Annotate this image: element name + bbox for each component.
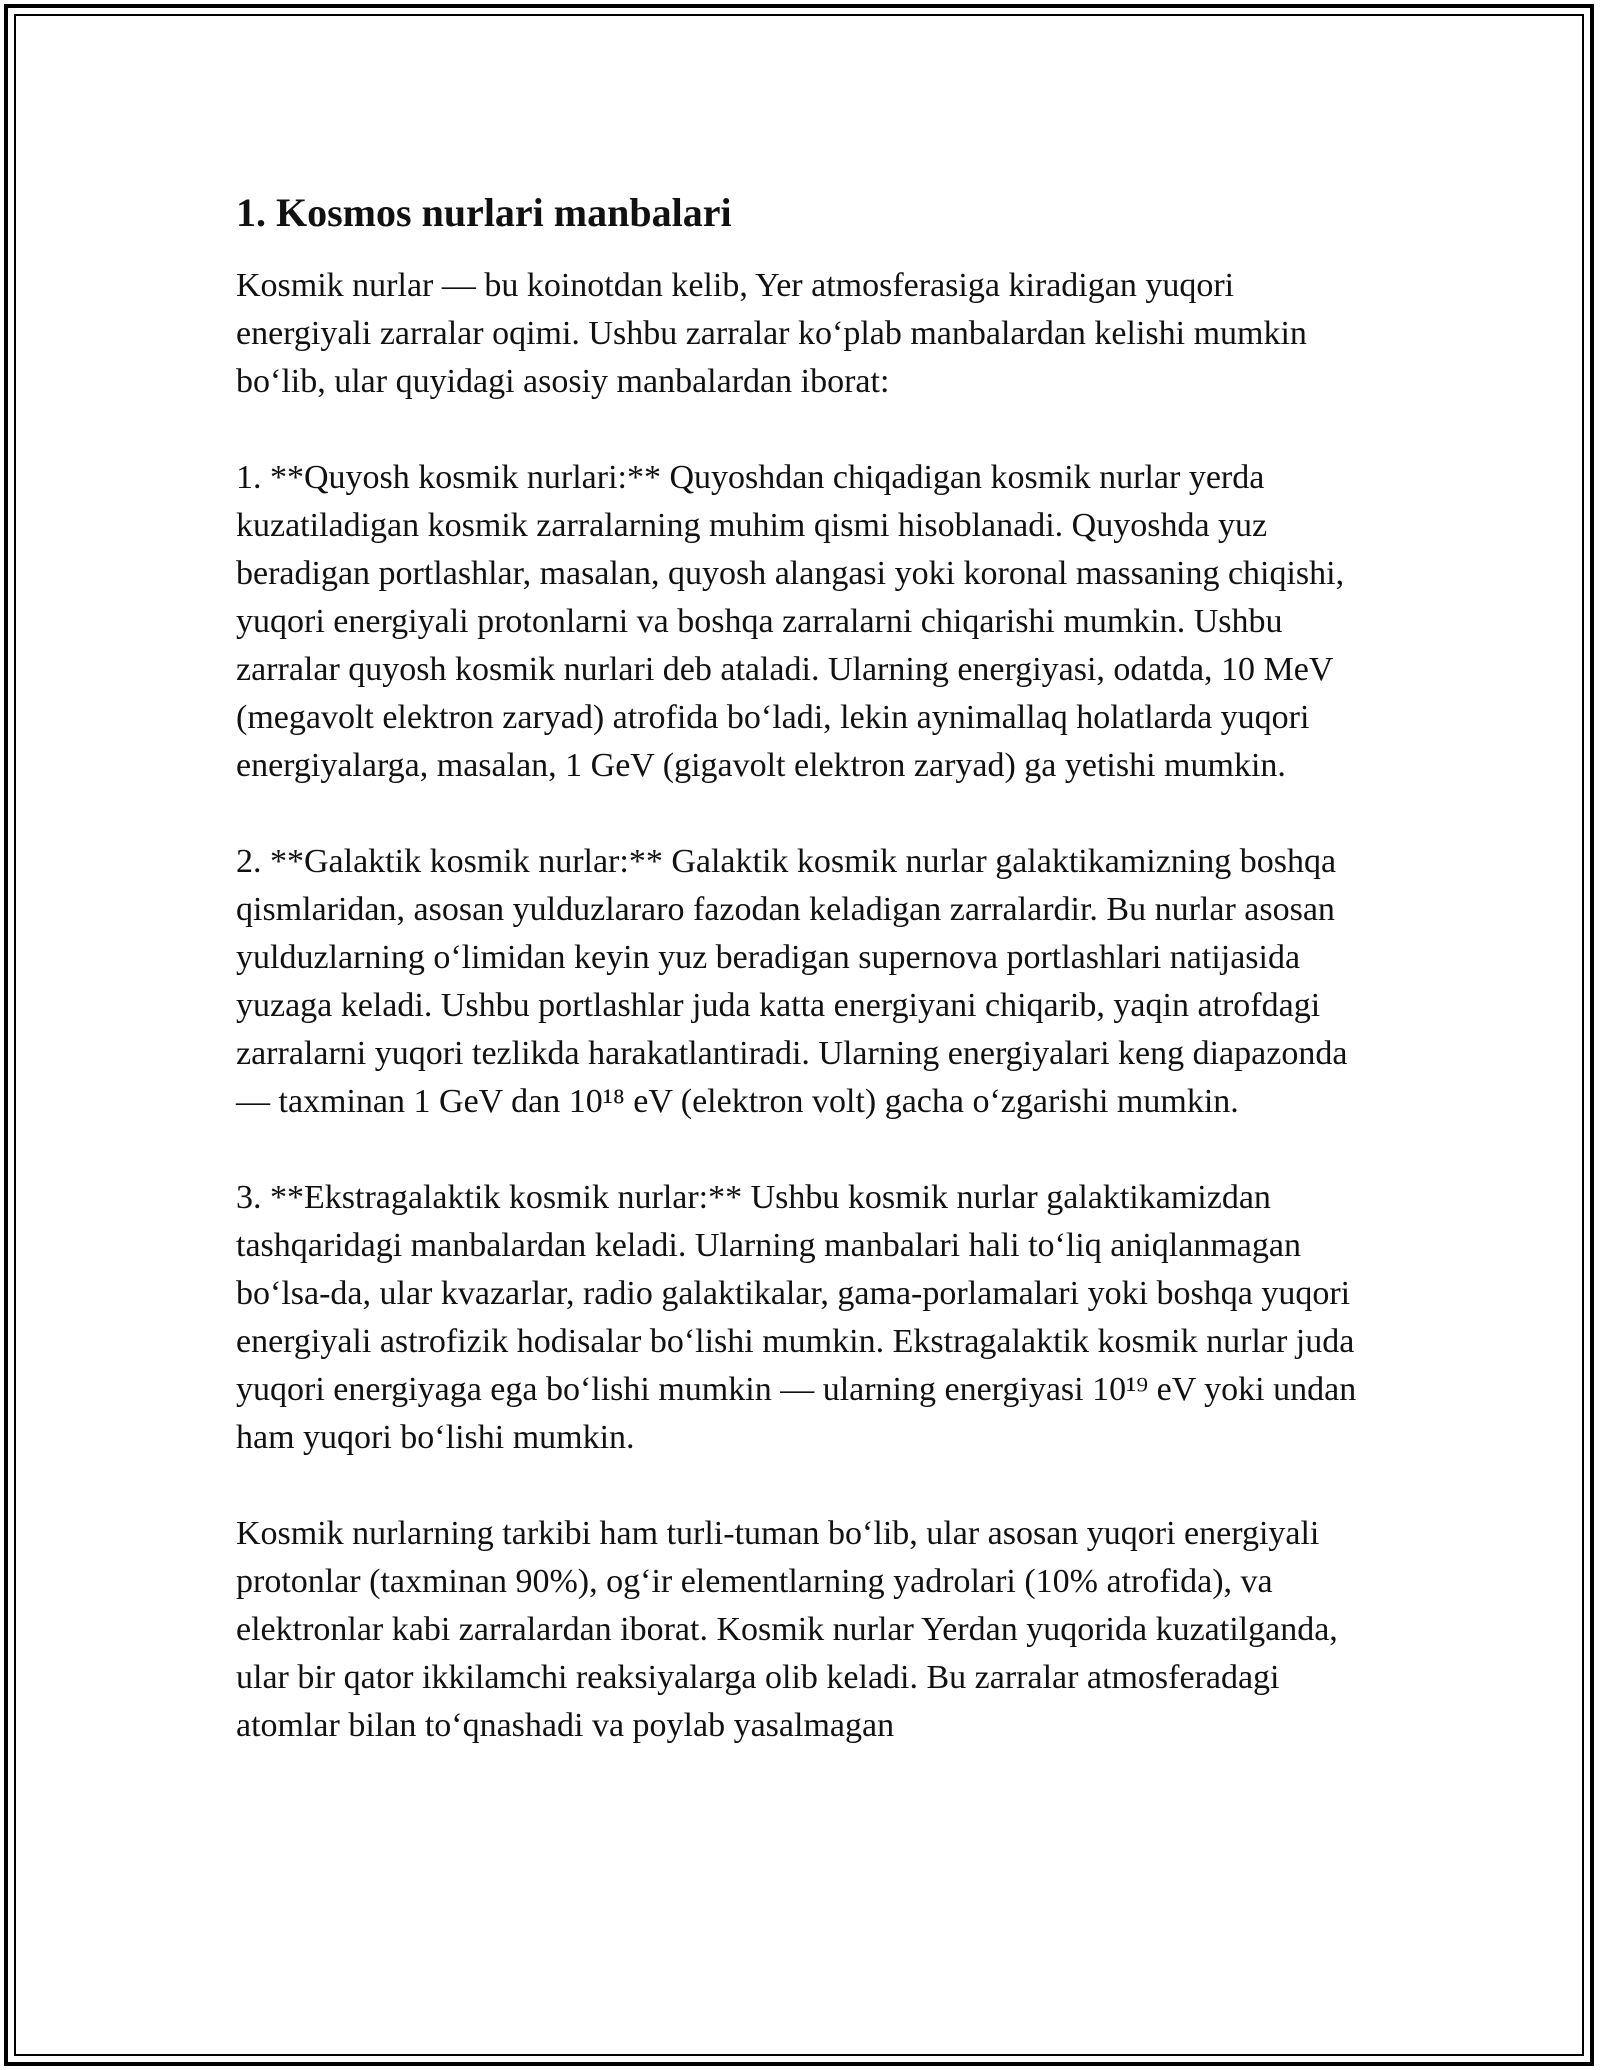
extragalactic-cosmic-rays-paragraph: 3. **Ekstragalaktik kosmik nurlar:** Ushbu kosmik nurlar galaktikamizdan tashqaridagi manbalardan keladi. Ularning manbalari hali to‘liq aniqlanmagan bo‘lsa-da, ular kvazarlar, radio galaktikalar, gama-porlamalari yoki boshqa yuqori energiyali astrofizik hodisalar bo‘lishi mumkin. Ekstragalaktik kosmik nurlar juda yuqori energiyaga ega bo‘lishi mumkin — ularning energiyasi 10¹⁹ eV yoki undan ham yuqori bo‘lishi mumkin. (236, 1179, 1357, 1456)
section-heading: 1. Kosmos nurlari manbalari (236, 190, 732, 235)
document-body (236, 188, 1376, 1798)
composition-paragraph: Kosmik nurlarning tarkibi ham turli-tuman bo‘lib, ular asosan yuqori energiyali protonlar (taxminan 90%), og‘ir elementlarning yadrolari (10% atrofida), va elektronlar kabi zarralardan iborat. Kosmik nurlar Yerdan yuqorida kuzatilganda, ular bir qator ikkilamchi reaksiyalarga olib keladi. Bu zarralar atmosferadagi atomlar bilan to‘qnashadi va poylab yasalmagan (236, 1515, 1338, 1744)
intro-paragraph: Kosmik nurlar — bu koinotdan kelib, Yer atmosferasiga kiradigan yuqori energiyali zarralar oqimi. Ushbu zarralar ko‘plab manbalardan kelishi mumkin bo‘lib, ular quyidagi asosiy manbalardan iborat: (236, 267, 1307, 400)
galactic-cosmic-rays-paragraph: 2. **Galaktik kosmik nurlar:** Galaktik kosmik nurlar galaktikamizning boshqa qismlaridan, asosan yulduzlararo fazodan keladigan zarralardir. Bu nurlar asosan yulduzlarning o‘limidan keyin yuz beradigan supernova portlashlari natijasida yuzaga keladi. Ushbu portlashlar juda katta energiyani chiqarib, yaqin atrofdagi zarralarni yuqori tezlikda harakatlantiradi. Ularning energiyalari keng diapazonda — taxminan 1 GeV dan 10¹⁸ eV (elektron volt) gacha o‘zgarishi mumkin. (236, 843, 1348, 1120)
solar-cosmic-rays-paragraph: 1. **Quyosh kosmik nurlari:** Quyoshdan chiqadigan kosmik nurlar yerda kuzatiladigan kosmik zarralarning muhim qismi hisoblanadi. Quyoshda yuz beradigan portlashlar, masalan, quyosh alangasi yoki koronal massaning chiqishi, yuqori energiyali protonlarni va boshqa zarralarni chiqarishi mumkin. Ushbu zarralar quyosh kosmik nurlari deb ataladi. Ularning energiyasi, odatda, 10 MeV (megavolt elektron zaryad) atrofida bo‘ladi, lekin aynimallaq holatlarda yuqori energiyalarga, masalan, 1 GeV (gigavolt elektron zaryad) ga yetishi mumkin. (236, 459, 1345, 784)
